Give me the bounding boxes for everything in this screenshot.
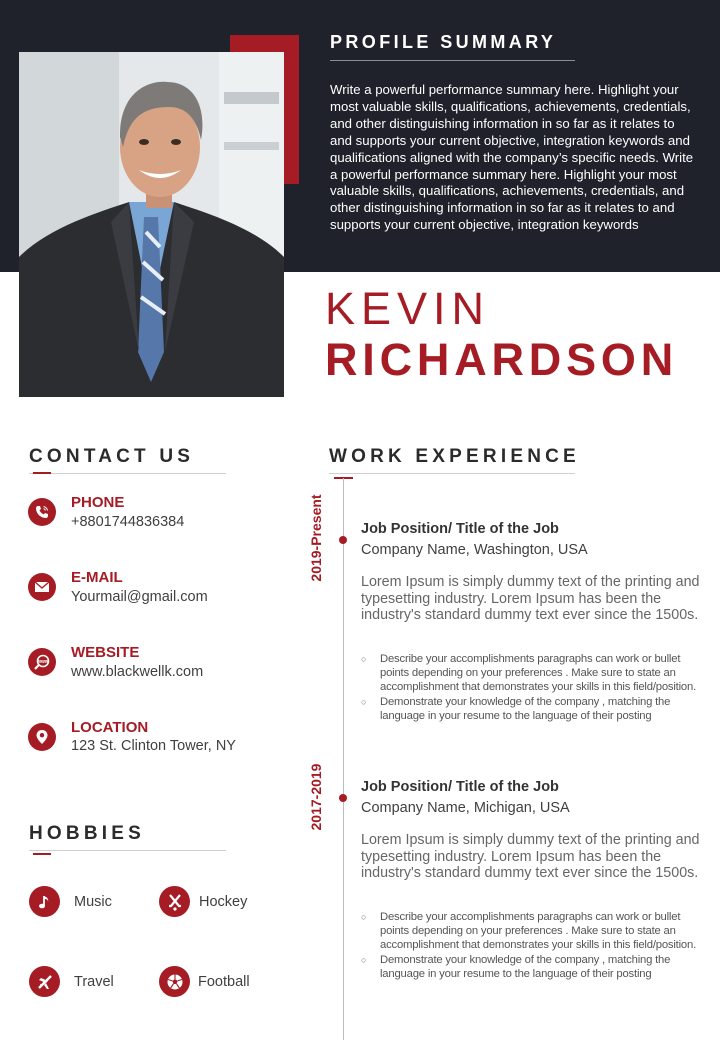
email-icon [28,573,56,601]
job-bullet: ○ Describe your accomplishments paragraphs can work or bullet points depending on your preferences . Make sure to state an accomplishment that demonstrates your skills in this field/position. [361,910,709,953]
job-title: Job Position/ Title of the Job [361,521,559,537]
timeline-dot [339,794,347,802]
contact-value-website: www.blackwellk.com [71,664,204,680]
music-note-icon [29,886,60,917]
airplane-icon [29,966,60,997]
hobby-label-football: Football [198,974,250,990]
profile-heading-rule [330,60,575,61]
profile-summary-text: Write a powerful performance summary here. Highlight your most valuable skills, qualifications, achievements, credentials, and other distinguishing information in so far as it relates to and supports your current objective, integration keywords and qualifications aligned with the company’s specific needs. Write a powerful performance summary here. Highlight your most valuable skills, qualifications, achievements, credentials, and other distinguishing information in so far as it relates to and supports your current objective, integration keywords [330,82,694,233]
contact-label-email: E-MAIL [71,569,123,586]
last-name: RICHARDSON [325,334,679,385]
job-bullet-list [361,652,709,723]
hobbies-heading-accent [33,853,51,855]
location-pin-icon [28,723,56,751]
job-bullet-list [361,910,709,981]
hobby-label-music: Music [74,894,112,910]
hobbies-heading-rule [29,850,226,851]
job-description: Lorem Ipsum is simply dummy text of the printing and typesetting industry. Lorem Ipsum has been the industry's standard dummy text ever since the 1500s. [361,832,700,882]
contact-label-website: WEBSITE [71,644,140,661]
job-period: 2019-Present [308,494,324,582]
contact-value-location: 123 St. Clinton Tower, NY [71,738,236,754]
contact-label-location: LOCATION [71,719,149,736]
job-bullet: ○ Describe your accomplishments paragraphs can work or bullet points depending on your preferences . Make sure to state an accomplishment that demonstrates your skills in this field/position. [361,652,709,695]
hobby-label-travel: Travel [74,974,114,990]
timeline-line [343,478,344,1040]
hockey-sticks-icon [159,886,190,917]
hobby-label-hockey: Hockey [199,894,248,910]
work-experience-heading: WORK EXPERIENCE [329,446,580,467]
contact-label-phone: PHONE [71,494,125,511]
profile-summary-heading: PROFILE SUMMARY [330,32,557,52]
job-bullet: ○ Demonstrate your knowledge of the company , matching the language in your resume to the language of their posting [361,953,709,981]
job-company: Company Name, Washington, USA [361,542,588,558]
contact-heading: CONTACT US [29,446,195,467]
contact-heading-accent [33,472,51,474]
soccer-ball-icon [159,966,190,997]
globe-icon [28,648,56,676]
job-description: Lorem Ipsum is simply dummy text of the printing and typesetting industry. Lorem Ipsum has been the industry's standard dummy text ever since the 1500s. [361,574,700,624]
job-period: 2017-2019 [308,763,324,831]
phone-icon [28,498,56,526]
first-name: KEVIN [325,283,491,334]
job-title: Job Position/ Title of the Job [361,779,559,795]
contact-value-email: Yourmail@gmail.com [71,589,208,605]
contact-value-phone: +8801744836384 [71,514,185,530]
profile-photo [19,52,284,397]
job-company: Company Name, Michigan, USA [361,800,570,816]
contact-heading-rule [29,473,226,474]
timeline-dot [339,536,347,544]
hobbies-heading: HOBBIES [29,823,145,844]
work-heading-rule [329,473,575,474]
svg-text:www: www [37,659,49,665]
job-bullet: ○ Demonstrate your knowledge of the company , matching the language in your resume to the language of their posting [361,695,709,723]
